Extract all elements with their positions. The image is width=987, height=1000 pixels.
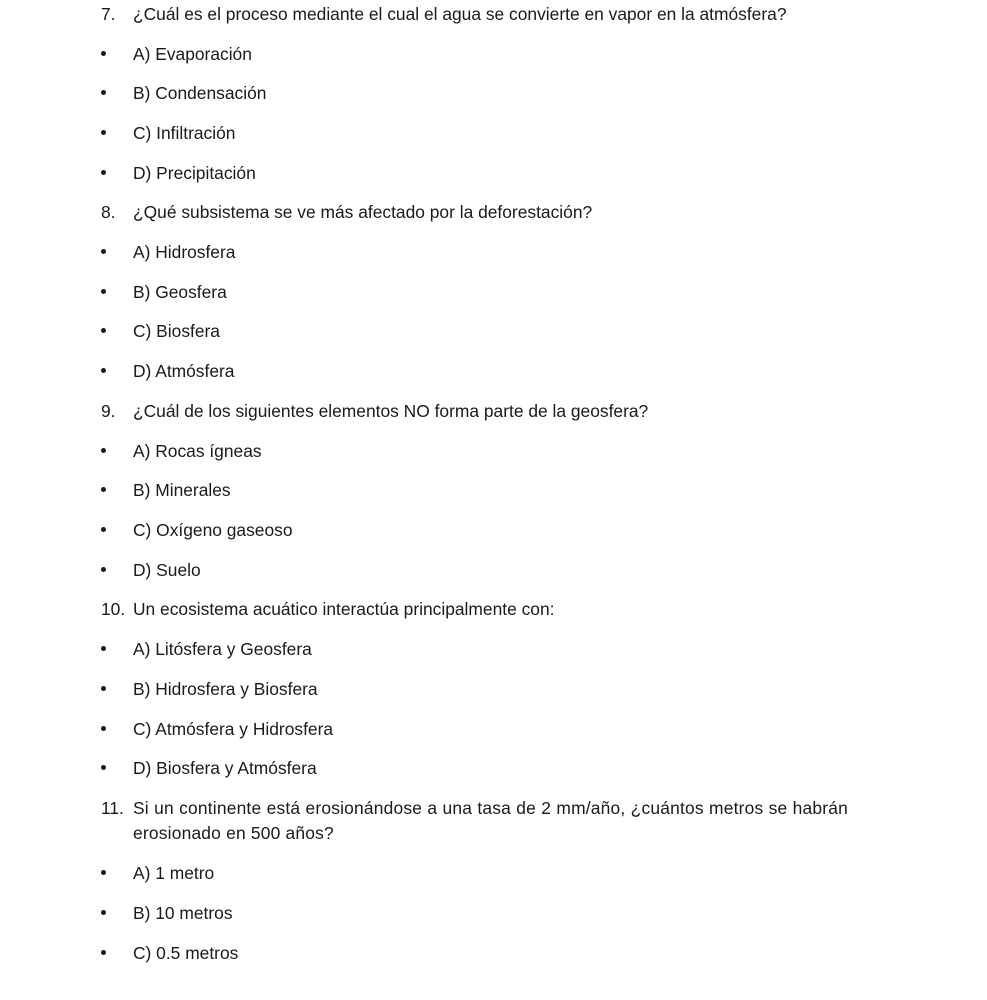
question-number: 11. [101,798,124,818]
option-text: B) 10 metros [133,903,233,923]
option-text: B) Condensación [133,83,267,103]
option-text: A) 1 metro [133,863,215,883]
question-text: Si un continente está erosionándose a una tasa de 2 mm/año, ¿cuántos metros se habrán erosionado en 500 años? [133,798,848,843]
bullet-icon [101,170,106,175]
bullet-icon [101,51,106,56]
question-text: ¿Cuál de los siguientes elementos NO forma parte de la geosfera? [133,401,649,421]
bullet-icon [101,686,106,691]
question-text: ¿Qué subsistema se ve más afectado por la deforestación? [133,202,593,222]
bullet-icon [101,328,106,333]
option-text: C) Oxígeno gaseoso [133,520,293,540]
bullet-icon [101,487,106,492]
bullet-icon [101,567,106,572]
question-number: 7. [101,4,116,24]
question-number: 8. [101,202,116,222]
option-text: C) 0.5 metros [133,943,239,963]
option-text: D) Precipitación [133,163,256,183]
bullet-icon [101,130,106,135]
option-text: D) Suelo [133,560,201,580]
bullet-icon [101,90,106,95]
question-number: 9. [101,401,116,421]
option-text: D) Biosfera y Atmósfera [133,758,317,778]
bullet-icon [101,765,106,770]
option-text: B) Geosfera [133,282,227,302]
bullet-icon [101,249,106,254]
question-text: Un ecosistema acuático interactúa principalmente con: [133,599,555,619]
bullet-icon [101,726,106,731]
bullet-icon [101,646,106,651]
bullet-icon [101,910,106,915]
question-number: 10. [101,599,126,619]
option-text: C) Infiltración [133,123,236,143]
bullet-icon [101,950,106,955]
question-text: ¿Cuál es el proceso mediante el cual el agua se convierte en vapor en la atmósfera? [133,4,787,24]
option-text: B) Hidrosfera y Biosfera [133,679,318,699]
bullet-icon [101,289,106,294]
option-text: B) Minerales [133,480,231,500]
option-text: D) Atmósfera [133,361,235,381]
bullet-icon [101,448,106,453]
option-text: C) Biosfera [133,321,220,341]
option-text: A) Evaporación [133,44,252,64]
bullet-icon [101,870,106,875]
bullet-icon [101,527,106,532]
option-text: A) Hidrosfera [133,242,236,262]
bullet-icon [101,368,106,373]
option-text: A) Litósfera y Geosfera [133,639,312,659]
option-text: C) Atmósfera y Hidrosfera [133,719,334,739]
option-text: A) Rocas ígneas [133,441,262,461]
